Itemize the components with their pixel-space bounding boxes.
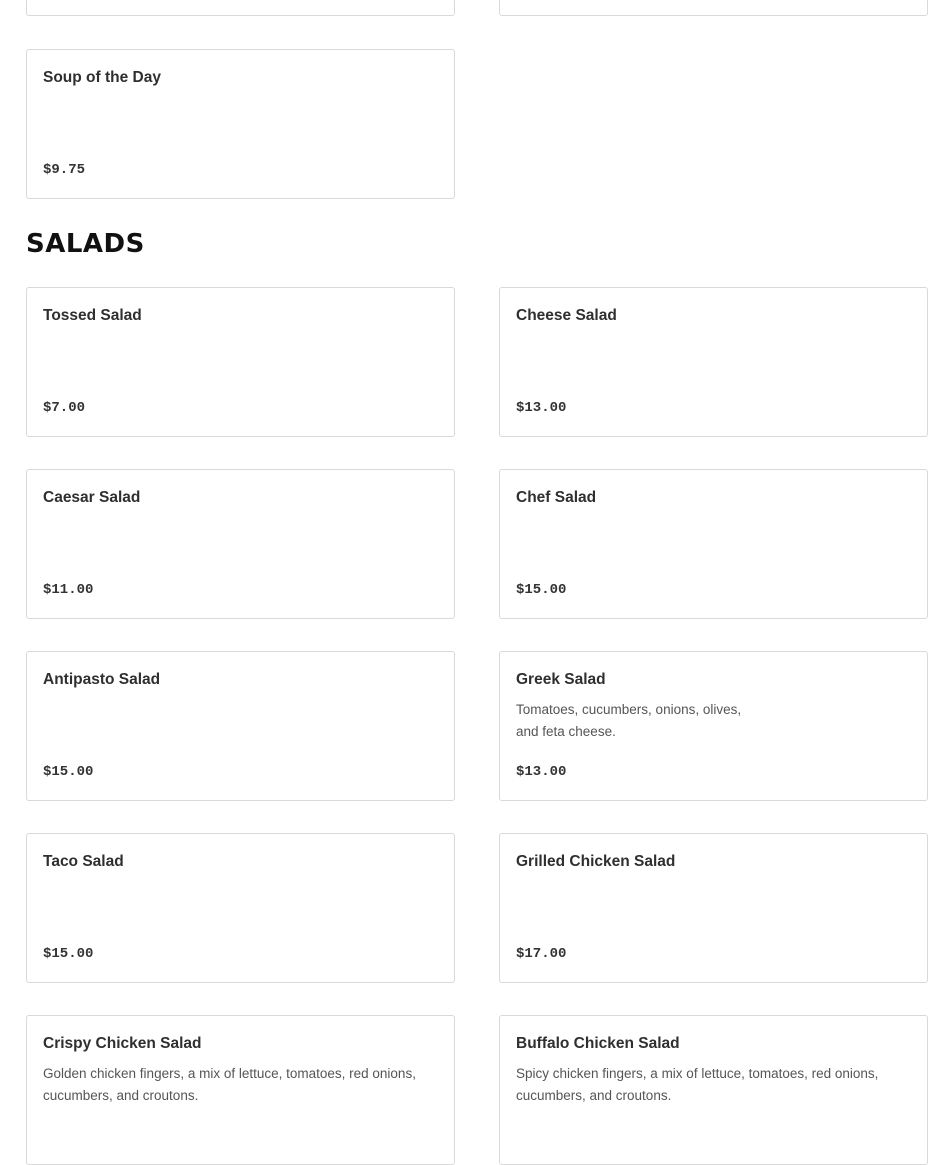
menu-item-price: $9.75 — [43, 162, 86, 178]
menu-item-price: $13.00 — [516, 764, 567, 780]
menu-item-name: Tossed Salad — [43, 307, 142, 324]
menu-item-name: Greek Salad — [516, 671, 606, 688]
menu-item-price: $11.00 — [43, 582, 94, 598]
menu-item-caesar-salad[interactable] — [26, 469, 455, 619]
menu-item-tossed-salad[interactable] — [26, 287, 455, 437]
section-heading-salads: SALADS — [26, 229, 145, 259]
menu-item-grilled-chicken-salad[interactable] — [499, 833, 928, 983]
menu-item-description: Golden chicken fingers, a mix of lettuce, tomatoes, red onions, cucumbers, and croutons. — [43, 1066, 416, 1103]
menu-item-cheese-salad[interactable] — [499, 287, 928, 437]
menu-item-price: $7.00 — [43, 400, 86, 416]
menu-item-name: Cheese Salad — [516, 307, 617, 324]
menu-item-price: $13.00 — [516, 400, 567, 416]
menu-item-name: Crispy Chicken Salad — [43, 1035, 202, 1052]
menu-item-taco-salad[interactable] — [26, 833, 455, 983]
menu-item-name: Soup of the Day — [43, 69, 161, 86]
menu-item-card[interactable] — [26, 0, 455, 16]
menu-item-name: Chef Salad — [516, 489, 597, 506]
menu-item-price: $15.00 — [516, 582, 567, 598]
menu-item-soup-of-the-day[interactable] — [26, 49, 455, 199]
menu-item-antipasto-salad[interactable] — [26, 651, 455, 801]
menu-item-name: Taco Salad — [43, 853, 124, 870]
menu-item-name: Buffalo Chicken Salad — [516, 1035, 680, 1052]
menu-item-name: Antipasto Salad — [43, 671, 161, 688]
menu-item-description: Tomatoes, cucumbers, onions, olives, and feta cheese. — [516, 702, 742, 739]
menu-item-price: $17.00 — [516, 946, 567, 962]
menu-item-name: Caesar Salad — [43, 489, 141, 506]
menu-item-price: $15.00 — [43, 764, 94, 780]
menu-item-name: Grilled Chicken Salad — [516, 853, 676, 870]
menu-item-crispy-chicken-salad[interactable] — [26, 1015, 455, 1165]
menu-item-buffalo-chicken-salad[interactable] — [499, 1015, 928, 1165]
menu-item-greek-salad[interactable] — [499, 651, 928, 801]
menu-item-chef-salad[interactable] — [499, 469, 928, 619]
menu-item-card[interactable] — [499, 0, 928, 16]
menu-item-price: $15.00 — [43, 946, 94, 962]
menu-item-description: Spicy chicken fingers, a mix of lettuce, tomatoes, red onions, cucumbers, and croutons. — [516, 1066, 879, 1103]
